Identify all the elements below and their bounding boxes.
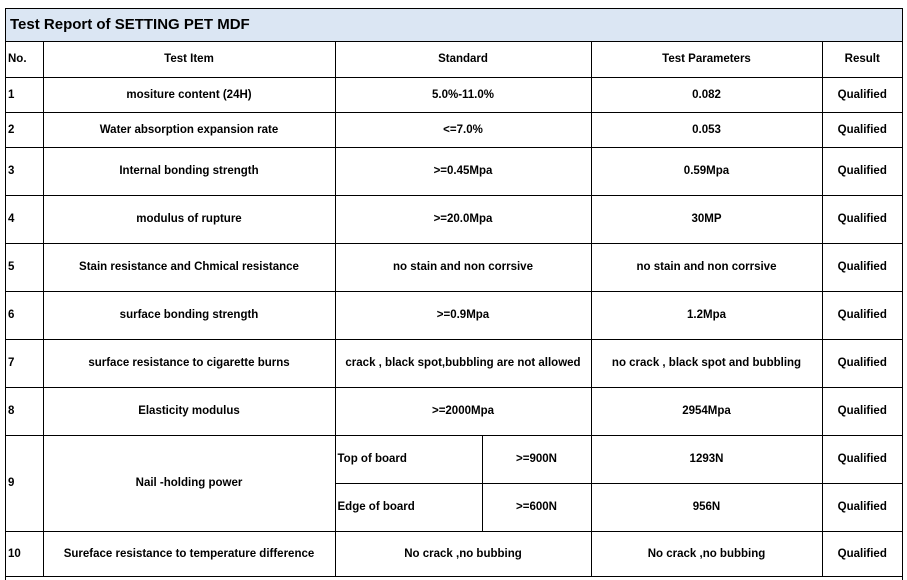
sub-label-edge: Edge of board [335,483,482,531]
row-test-item: Water absorption expansion rate [43,112,335,147]
row-standard: no stain and non corrsive [335,243,591,291]
row-result: Qualified [822,339,902,387]
row-test-item: Sureface resistance to temperature difference [43,531,335,576]
row-test-parameters: no crack , black spot and bubbling [591,339,822,387]
row-test-item: Internal bonding strength [43,147,335,195]
row-standard: No crack ,no bubbing [335,531,591,576]
row-result: Qualified [822,531,902,576]
row-result: Qualified [822,291,902,339]
row-result: Qualified [822,243,902,291]
sub-standard-top: >=900N [482,435,591,483]
row-result: Qualified [822,112,902,147]
header-result: Result [822,42,902,77]
table-row [6,243,902,291]
row-test-item: surface bonding strength [43,291,335,339]
row-no: 6 [6,291,43,339]
table-row [6,195,902,243]
row-no: 10 [6,531,43,576]
row-no: 8 [6,387,43,435]
table-row [6,339,902,387]
row-result: Qualified [822,195,902,243]
header-test-parameters: Test Parameters [591,42,822,77]
row-test-parameters: no stain and non corrsive [591,243,822,291]
row-result: Qualified [822,77,902,112]
row-test-parameters: No crack ,no bubbing [591,531,822,576]
row-test-parameters: 0.59Mpa [591,147,822,195]
row-no: 7 [6,339,43,387]
row-test-item: modulus of rupture [43,195,335,243]
header-test-item: Test Item [43,42,335,77]
row-test-item: Nail -holding power [43,435,335,531]
row-standard: 5.0%-11.0% [335,77,591,112]
row-no: 5 [6,243,43,291]
sub-standard-edge: >=600N [482,483,591,531]
table-row-nail-top [6,435,902,483]
table-row [6,112,902,147]
row-test-parameters: 956N [591,483,822,531]
row-result: Qualified [822,147,902,195]
row-standard: >=20.0Mpa [335,195,591,243]
row-result: Qualified [822,435,902,483]
row-standard: <=7.0% [335,112,591,147]
row-no: 9 [6,435,43,531]
header-standard: Standard [335,42,591,77]
row-result: Qualified [822,483,902,531]
report-sheet [5,8,903,580]
row-no: 4 [6,195,43,243]
table-row [6,531,902,576]
sub-label-top: Top of board [335,435,482,483]
row-test-parameters: 30MP [591,195,822,243]
table-row [6,147,902,195]
row-test-item: Stain resistance and Chmical resistance [43,243,335,291]
row-no: 1 [6,77,43,112]
row-test-item: Elasticity modulus [43,387,335,435]
row-test-item: surface resistance to cigarette burns [43,339,335,387]
row-standard: >=2000Mpa [335,387,591,435]
table-row [6,291,902,339]
header-row [6,42,902,77]
row-standard: crack , black spot,bubbling are not allowed [335,339,591,387]
header-no: No. [6,42,43,77]
row-no: 3 [6,147,43,195]
row-no: 2 [6,112,43,147]
row-standard: >=0.9Mpa [335,291,591,339]
row-standard: >=0.45Mpa [335,147,591,195]
report-title: Test Report of SETTING PET MDF [6,9,902,42]
row-test-parameters: 1293N [591,435,822,483]
table-row [6,77,902,112]
row-test-parameters: 0.053 [591,112,822,147]
row-test-parameters: 0.082 [591,77,822,112]
row-test-parameters: 1.2Mpa [591,291,822,339]
table-row [6,387,902,435]
row-test-item: mositure content (24H) [43,77,335,112]
row-test-parameters: 2954Mpa [591,387,822,435]
row-result: Qualified [822,387,902,435]
report-table [6,42,902,577]
